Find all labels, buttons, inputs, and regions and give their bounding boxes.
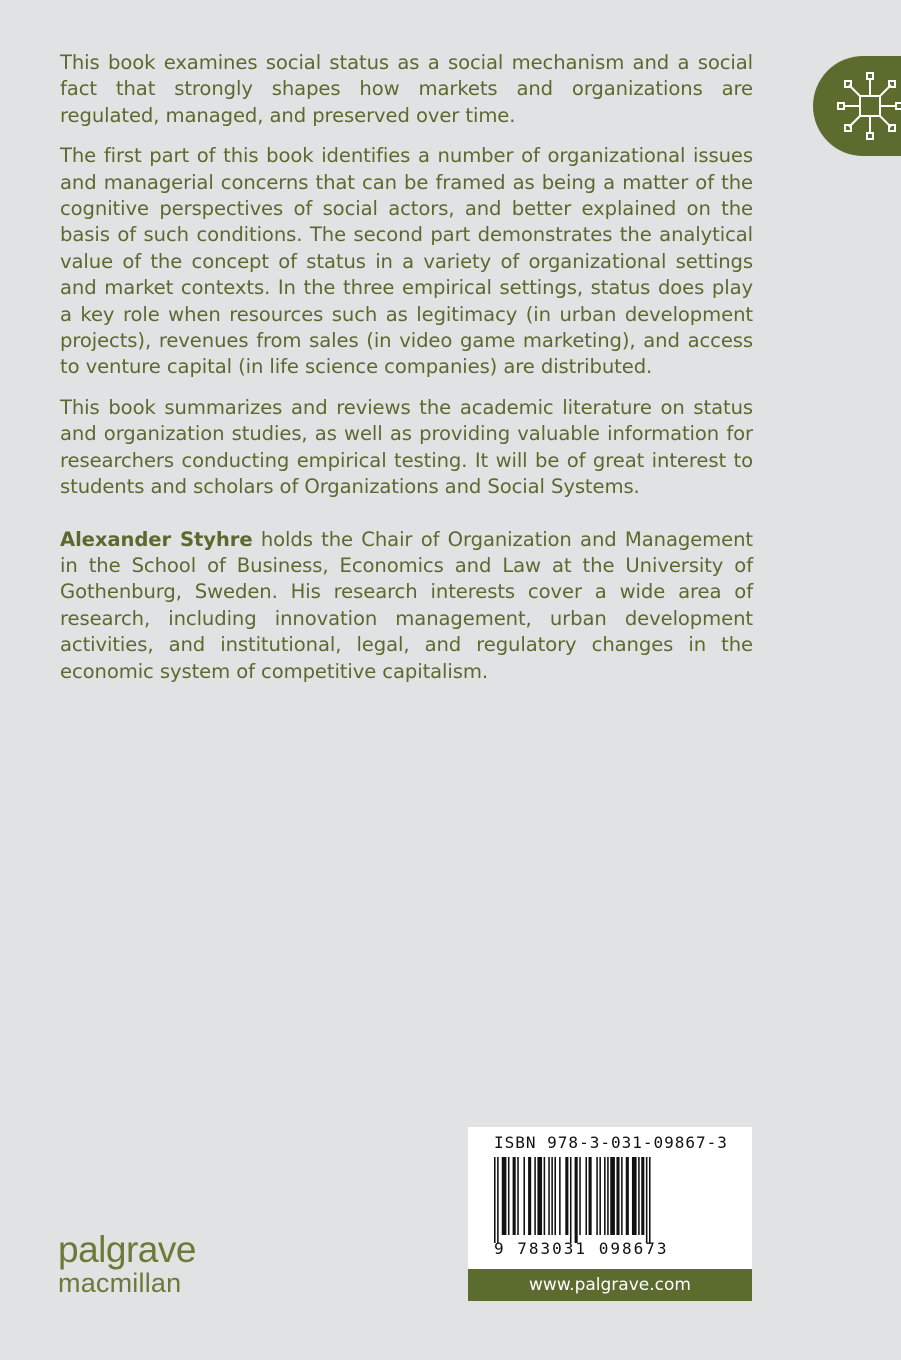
barcode-bar bbox=[508, 1157, 510, 1235]
barcode-bar bbox=[559, 1157, 561, 1235]
barcode-bar bbox=[649, 1157, 651, 1243]
barcode-bar bbox=[554, 1157, 556, 1235]
barcode-bar bbox=[596, 1157, 598, 1235]
barcode-bar bbox=[632, 1157, 637, 1235]
barcode-bar bbox=[528, 1157, 531, 1235]
barcode-bar bbox=[537, 1157, 542, 1235]
barcode-bar bbox=[579, 1157, 581, 1235]
network-node-icon bbox=[835, 70, 901, 142]
publisher-logo bbox=[58, 1229, 196, 1298]
barcode-bar bbox=[551, 1157, 553, 1235]
barcode-bar bbox=[570, 1157, 572, 1243]
blurb-paragraph-1: This book examines social status as a social mechanism and a social fact that strongly shapes how markets and organizations are regulated, managed, and preserved over time. bbox=[60, 51, 753, 127]
barcode-bar bbox=[494, 1157, 496, 1243]
barcode-bar bbox=[502, 1157, 507, 1235]
barcode-image bbox=[492, 1157, 728, 1245]
barcode-bar bbox=[548, 1157, 550, 1235]
barcode-bar bbox=[616, 1157, 619, 1235]
barcode-bar bbox=[513, 1157, 516, 1235]
blurb-paragraph-2: The first part of this book identifies a number of organizational issues and managerial concerns that can be framed as being a matter of the cognitive perspectives of social actors, and better explained on the basis of such conditions. The second part demonstrates the analytical value of the concept of status in a variety of organizational settings and market contexts. In the three empirical settings, status does play a key role when resources such as legitimacy (in urban development projects), revenues from sales (in video game marketing), and access to venture capital (in life science companies) are distributed. bbox=[60, 144, 753, 379]
barcode-bar bbox=[575, 1157, 578, 1243]
publisher-url: www.palgrave.com bbox=[468, 1269, 752, 1301]
logo-macmillan: macmillan bbox=[58, 1268, 182, 1298]
barcode-bar bbox=[497, 1157, 499, 1243]
barcode-bar bbox=[638, 1157, 640, 1235]
barcode-bar bbox=[621, 1157, 623, 1235]
barcode-box bbox=[468, 1127, 752, 1269]
barcode-bar bbox=[534, 1157, 536, 1235]
barcode-bar bbox=[641, 1157, 644, 1235]
barcode-bar bbox=[523, 1157, 525, 1235]
barcode-bar bbox=[626, 1157, 629, 1235]
barcode-bar bbox=[565, 1157, 568, 1235]
barcode-bar bbox=[610, 1157, 615, 1235]
barcode-bar bbox=[607, 1157, 609, 1235]
publisher-tab bbox=[813, 56, 901, 156]
author-bio-text: holds the Chair of Organization and Management in the School of Business, Economics and Law at the University of Gothenburg, Sweden. His research interests cover a wide area of research, including innovation management, urban development activities, and institutional, legal, and regulatory changes in the economic system of competitive capitalism. bbox=[60, 527, 753, 683]
barcode-bar bbox=[585, 1157, 587, 1235]
logo-palgrave: palgrave bbox=[58, 1229, 196, 1270]
author-bio bbox=[60, 527, 753, 685]
back-cover-blurb bbox=[60, 50, 753, 699]
barcode-bar bbox=[589, 1157, 592, 1235]
barcode-bar bbox=[646, 1157, 648, 1243]
barcode-bar bbox=[544, 1157, 546, 1235]
barcode-bar bbox=[599, 1157, 601, 1235]
isbn-text: ISBN 978-3-031-09867-3 bbox=[494, 1133, 728, 1152]
blurb-paragraph-3: This book summarizes and reviews the academic literature on status and organization studies, as well as providing valuable information for researchers conducting empirical testing. It will be of great interest to students and scholars of Organizations and Social Systems. bbox=[60, 395, 753, 499]
barcode-bar bbox=[604, 1157, 606, 1235]
author-name: Alexander Styhre bbox=[60, 527, 253, 551]
barcode-digits: 9 783031 098673 bbox=[494, 1239, 669, 1258]
barcode-bar bbox=[517, 1157, 519, 1235]
